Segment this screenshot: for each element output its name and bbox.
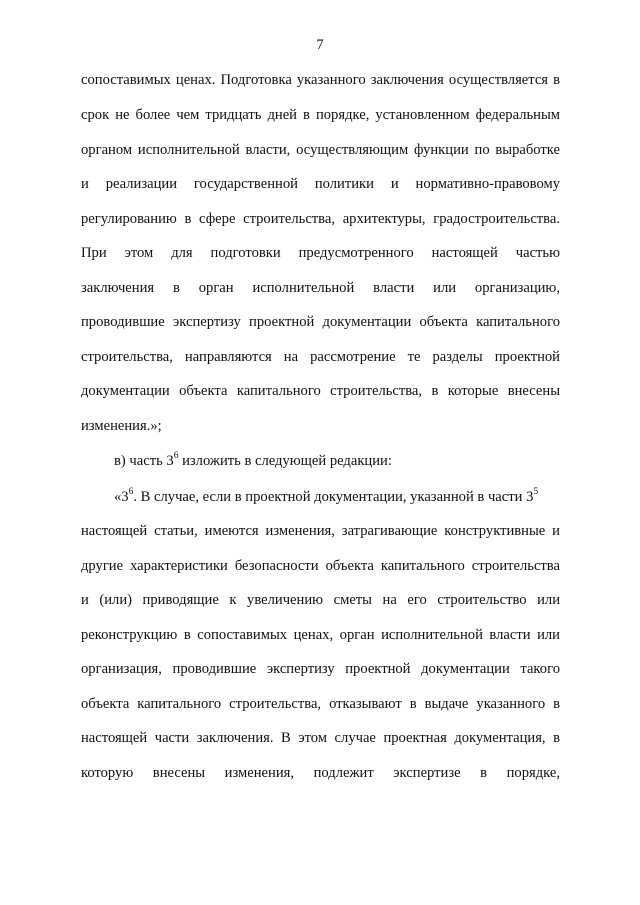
amendment-text: в) часть 3: [114, 453, 174, 469]
text-line: реконструкцию в сопоставимых ценах, орган исполнительной власти или: [81, 627, 560, 643]
amendment-text: изложить в следующей редакции:: [178, 453, 392, 469]
superscript: 6: [128, 487, 134, 498]
part-3-6-heading: [114, 487, 560, 507]
superscript: 5: [533, 487, 539, 498]
text-line: настоящей части заключения. В этом случае проектная документация, в: [81, 730, 560, 746]
part-text: «3: [114, 489, 129, 505]
text-line: настоящей статьи, имеются изменения, затрагивающие конструктивные и: [81, 523, 560, 539]
text-line: и (или) приводящие к увеличению сметы на его строительство или: [81, 592, 560, 608]
text-line: срок не более чем тридцать дней в порядке, установленном федеральным: [81, 107, 560, 123]
text-line: При этом для подготовки предусмотренного настоящей частью: [81, 245, 560, 261]
text-line: документации объекта капитального строительства, в которые внесены: [81, 383, 560, 399]
text-line: объекта капитального строительства, отказывают в выдаче указанного в: [81, 696, 560, 712]
text-line: другие характеристики безопасности объекта капитального строительства: [81, 558, 560, 574]
page-number: 7: [316, 37, 324, 53]
text-line: изменения.»;: [81, 418, 162, 434]
text-line: которую внесены изменения, подлежит экспертизе в порядке,: [81, 765, 560, 781]
text-line: заключения в орган исполнительной власти или организацию,: [81, 280, 560, 296]
text-line: организация, проводившие экспертизу проектной документации такого: [81, 661, 560, 677]
superscript: 6: [173, 451, 179, 462]
text-line: регулированию в сфере строительства, архитектуры, градостроительства.: [81, 211, 560, 227]
text-line: и реализации государственной политики и нормативно-правовому: [81, 176, 560, 192]
text-line: проводившие экспертизу проектной документации объекта капитального: [81, 314, 560, 330]
text-line: строительства, направляются на рассмотрение те разделы проектной: [81, 349, 560, 365]
text-line: сопоставимых ценах. Подготовка указанного заключения осуществляется в: [81, 72, 560, 88]
text-line: органом исполнительной власти, осуществляющим функции по выработке: [81, 142, 560, 158]
part-text: . В случае, если в проектной документации, указанной в части 3: [133, 489, 534, 505]
amendment-item-v: [114, 451, 560, 471]
